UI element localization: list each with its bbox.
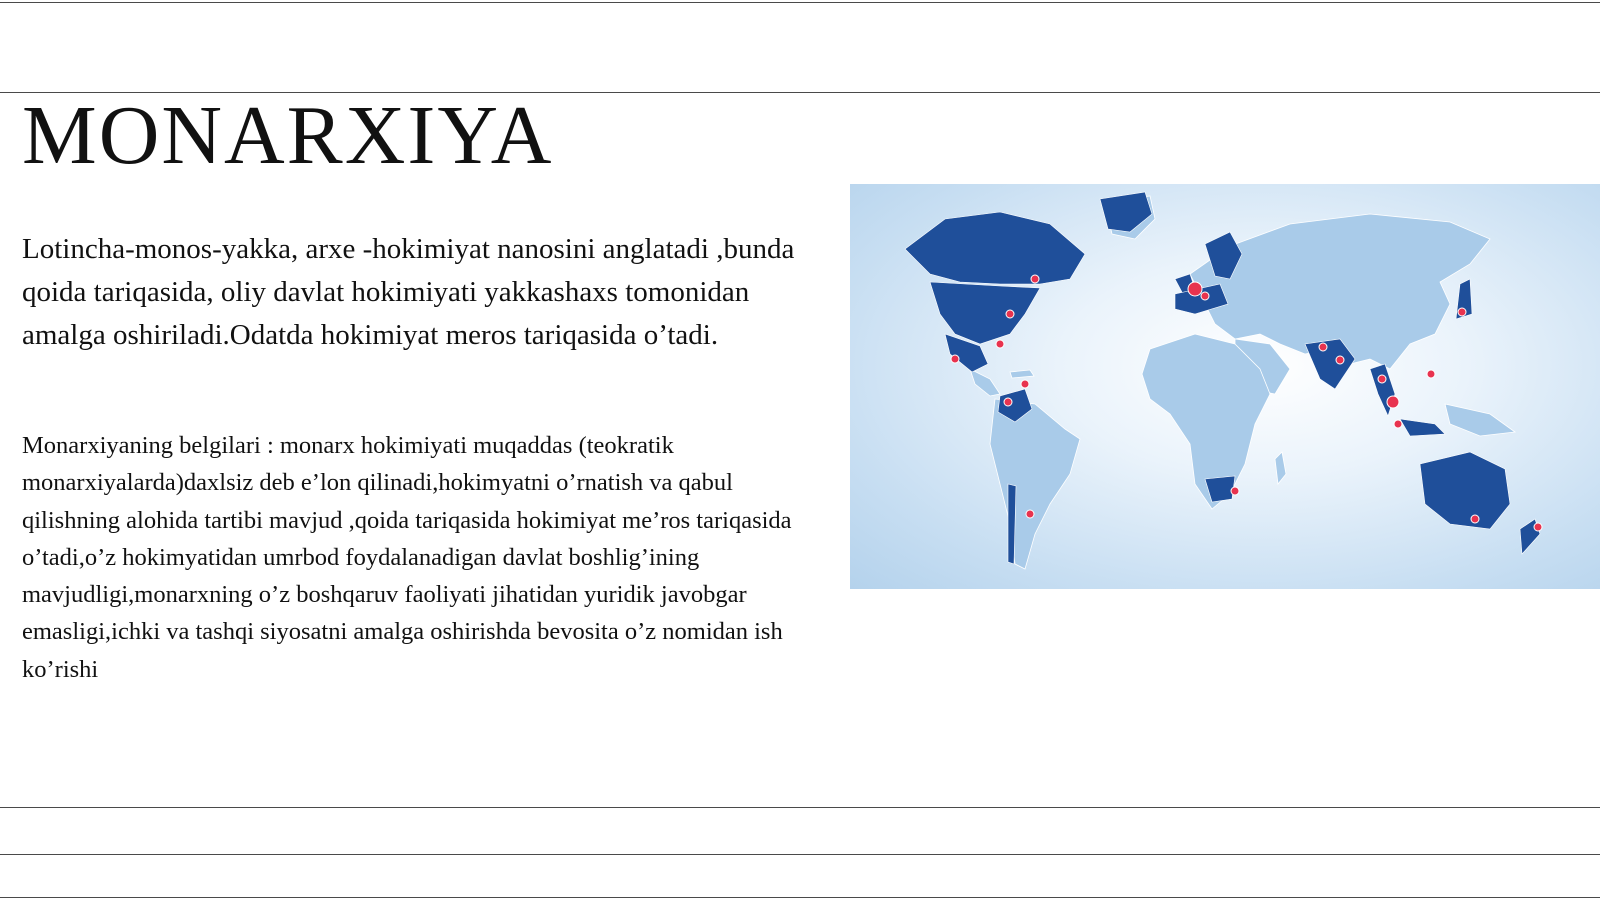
marker-caribbean bbox=[996, 340, 1004, 348]
marker-europe bbox=[1188, 282, 1202, 296]
marker-jamaica bbox=[1021, 380, 1029, 388]
marker-india bbox=[1336, 356, 1344, 364]
marker-south-africa bbox=[1231, 487, 1239, 495]
marker-philippines bbox=[1427, 370, 1435, 378]
marker-usa bbox=[1006, 310, 1014, 318]
footer-rule-2 bbox=[0, 854, 1600, 855]
marker-indonesia bbox=[1394, 420, 1402, 428]
footer-rule-3 bbox=[0, 897, 1600, 898]
marker-new-zealand bbox=[1534, 523, 1542, 531]
slide-title: MONARXIYA bbox=[22, 89, 554, 182]
marker-middle-east bbox=[1319, 343, 1327, 351]
marker-canada bbox=[1031, 275, 1039, 283]
marker-chile bbox=[1026, 510, 1034, 518]
intro-paragraph: Lotincha-monos-yakka, arxe -hokimiyat nanosini anglatadi ,bunda qoida tariqasida, oliy davlat hokimiyati yakkashaxs tomonidan amalga oshiriladi.Odatda hokimiyat meros tariqasida o’tadi. bbox=[22, 233, 795, 351]
world-map-image bbox=[850, 184, 1600, 589]
top-rule bbox=[0, 2, 1600, 3]
marker-thailand bbox=[1378, 375, 1386, 383]
footer-rule-1 bbox=[0, 807, 1600, 808]
marker-colombia bbox=[1004, 398, 1012, 406]
world-map-svg bbox=[850, 184, 1600, 589]
marker-australia bbox=[1471, 515, 1479, 523]
marker-mexico bbox=[951, 355, 959, 363]
marker-japan bbox=[1458, 308, 1466, 316]
features-paragraph: Monarxiyaning belgilari : monarx hokimiyati muqaddas (teokratik monarxiyalarda)daxlsiz deb e’lon qilinadi,hokimyatni o’rnatish va qabul qilishning alohida tartibi mavjud ,qoida tariqasida hokimiyat me’ros tariqasida o’tadi,o’z hokimyatidan umrbod foydalanadigan davlat boshlig’ining mavjudligi,monarxning o’z boshqaruv faoliyati jihatidan yuridik javobgar emasligi,ichki va tashqi siyosatni amalga oshirishda bevosita o’z nomidan ish ko’rishi bbox=[22, 432, 792, 683]
marker-malaysia bbox=[1387, 396, 1399, 408]
marker-europe-2 bbox=[1201, 292, 1209, 300]
